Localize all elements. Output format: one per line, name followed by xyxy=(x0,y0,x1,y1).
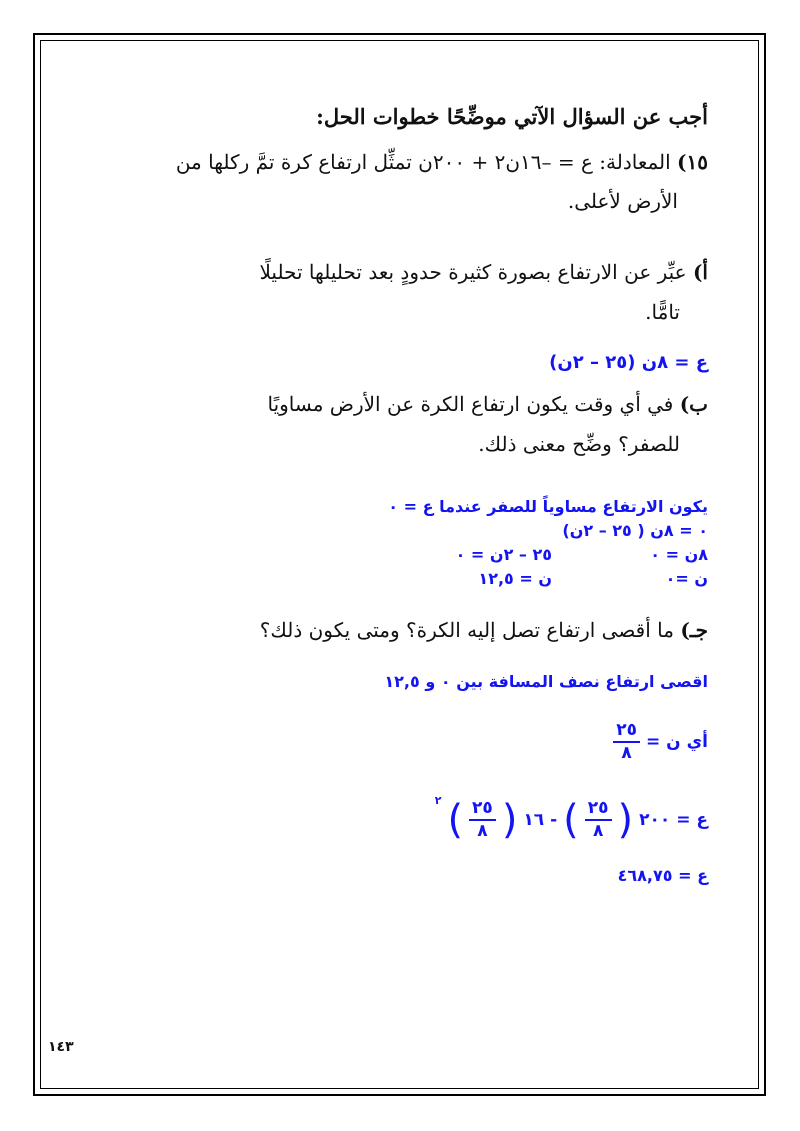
part-b-answer-equation: ٠ = ٨ن ( ٢٥ – ٢ن) xyxy=(562,521,708,540)
part-b-case1-step: ٨ن = ٠ xyxy=(650,545,708,564)
expression-lhs: ع = ٢٠٠ xyxy=(639,810,708,830)
part-b-label: ب) xyxy=(679,392,708,416)
part-b-answer-intro: يكون الارتفاع مساوياً للصفر عندما ع = ٠ xyxy=(388,497,708,516)
question-15-line1 xyxy=(176,150,708,174)
part-a-label: أ) xyxy=(692,260,708,284)
part-c-text: ما أقصى ارتفاع تصل إليه الكرة؟ ومتى يكون ذلك؟ xyxy=(259,618,674,642)
fraction-2-denominator: ٨ xyxy=(477,821,488,841)
exponent-2: ٢ xyxy=(434,794,442,807)
part-c-final-answer: ع = ٤٦٨,٧٥ xyxy=(617,866,708,885)
question-number: ١٥) xyxy=(677,150,708,174)
part-a-answer: ع = ٨ن (٢٥ – ٢ن) xyxy=(549,352,708,373)
part-c-label: جـ) xyxy=(680,618,708,642)
paren-open-1: ( xyxy=(617,797,634,843)
part-b-text-1: في أي وقت يكون ارتفاع الكرة عن الأرض مساويًا xyxy=(267,392,674,416)
expression-mid: - ١٦ xyxy=(523,810,558,830)
part-b-line2: للصفر؟ وضِّح معنى ذلك. xyxy=(478,432,680,456)
fraction-2-numerator: ٢٥ xyxy=(469,800,496,821)
question-text-1: المعادلة: ع = –١٦ن٢ + ٢٠٠ن تمثِّل ارتفاع كرة تمَّ ركلها من xyxy=(175,150,671,174)
part-a-line1 xyxy=(260,260,709,284)
paren-close-2: ) xyxy=(447,797,464,843)
part-b-line1 xyxy=(267,392,708,416)
part-c-n-value xyxy=(613,722,708,762)
fraction-1 xyxy=(585,800,612,840)
part-c-answer-intro: اقصى ارتفاع نصف المسافة بين ٠ و ١٢,٥ xyxy=(384,672,708,691)
part-a-line2: تامًّا. xyxy=(645,300,680,324)
fraction-25-over-8 xyxy=(613,722,640,762)
part-a-text-1: عبِّر عن الارتفاع بصورة كثيرة حدودٍ بعد تحليلها تحليلًا xyxy=(259,260,687,284)
paren-close-1: ) xyxy=(563,797,579,843)
fraction-denominator: ٨ xyxy=(621,743,632,763)
page-number: ١٤٣ xyxy=(48,1039,74,1055)
part-b-case2-result: ن = ١٢,٥ xyxy=(478,569,552,588)
fraction-2 xyxy=(469,800,496,840)
fraction-1-numerator: ٢٥ xyxy=(585,800,612,821)
part-b-case1-result: ن =٠ xyxy=(665,569,708,588)
instruction-heading: أجب عن السؤال الآتي موضِّحًا خطوات الحل: xyxy=(316,104,708,129)
part-c-height-expression xyxy=(434,794,708,843)
fraction-numerator: ٢٥ xyxy=(613,722,640,743)
question-15-line2: الأرض لأعلى. xyxy=(567,189,678,213)
part-b-case2-step: ٢٥ – ٢ن = ٠ xyxy=(455,545,552,564)
n-prefix: أي ن = xyxy=(646,732,708,752)
paren-open-2: ( xyxy=(501,797,518,843)
part-c-line xyxy=(260,618,708,642)
fraction-1-denominator: ٨ xyxy=(592,821,604,841)
